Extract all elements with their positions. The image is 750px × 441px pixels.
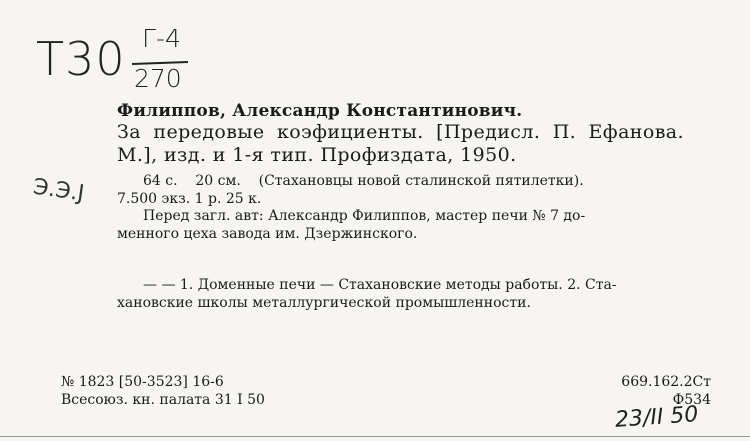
classification-code: 669.162.2Ст (621, 374, 711, 390)
physical-line: 64 с. 20 см. (Стахановцы новой сталинской пятилетки). (143, 173, 584, 189)
shelf-mark-top: Г-4 (142, 24, 181, 53)
card-bottom-edge (0, 436, 750, 437)
margin-handwritten-mark: Э.Э.Ј (31, 174, 86, 207)
author-sign: Ф534 (672, 392, 711, 408)
registration-line: № 1823 [50-3523] 16-6 (61, 374, 224, 390)
note-line: менного цеха завода им. Дзержинского. (117, 226, 418, 242)
physical-line: 7.500 экз. 1 р. 25 к. (117, 191, 262, 207)
note-line: Перед загл. авт: Александр Филиппов, мастер печи № 7 до- (143, 208, 586, 224)
registration-line: Всесоюз. кн. палата 31 I 50 (61, 392, 265, 408)
registration-info (61, 373, 265, 409)
subject-line: хановские школы металлургической промышленности. (117, 295, 531, 311)
handwritten-date: 23/II 50 (613, 402, 699, 433)
author-note (117, 207, 710, 243)
subject-line: — — 1. Доменные печи — Стахановские методы работы. 2. Ста- (143, 277, 617, 293)
physical-description (117, 172, 710, 208)
shelf-mark-main: Т30 (36, 32, 126, 86)
title-statement (117, 121, 710, 167)
subject-headings (117, 276, 710, 312)
title-line: М.], изд. и 1-я тип. Профиздата, 1950. (117, 144, 517, 166)
author-heading: Филиппов, Александр Константинович. (117, 101, 523, 121)
title-line: За передовые коэфициенты. [Предисл. П. Ефанова. (117, 121, 684, 143)
shelf-mark-bottom: 270 (134, 64, 182, 93)
